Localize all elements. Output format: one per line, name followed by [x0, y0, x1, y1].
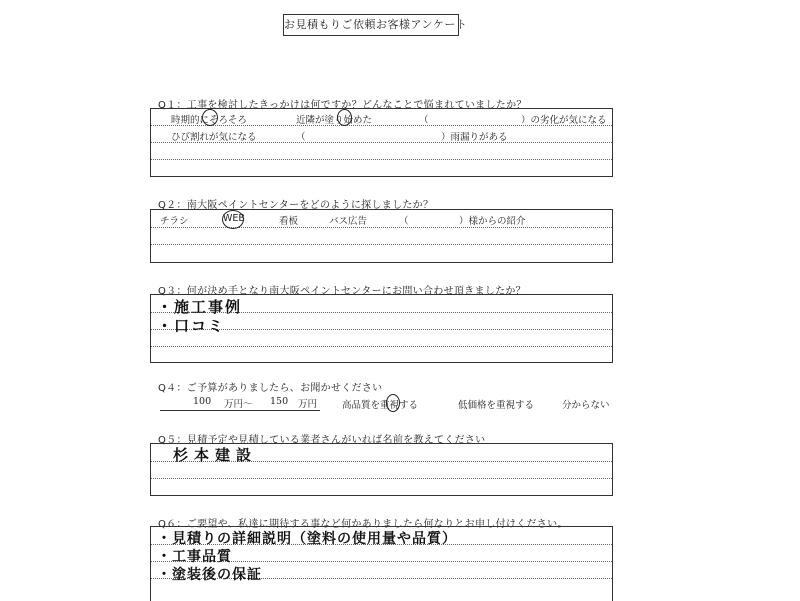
q4-unit: 万円～ [224, 399, 253, 410]
q5-answer: 杉本建設 [173, 446, 258, 464]
q2-answer-box [150, 209, 613, 263]
q2-option-web: WEB [223, 213, 245, 224]
q4-option-price: 低価格を重視する [458, 400, 535, 411]
q4-option-unsure: 分からない [562, 400, 610, 411]
q4-circle-mark [386, 394, 400, 412]
q2-line [151, 227, 612, 228]
q6-answer: ・工事品質 [157, 549, 232, 565]
q1-circle-mark [202, 109, 218, 126]
q4-budget-underline [160, 410, 320, 411]
q1-option-cracks: ひび割れが気になる [171, 132, 257, 143]
q3-answer: ・施工事例 [157, 298, 243, 316]
q1-answer-box [150, 108, 613, 177]
q6-answer-box [150, 526, 613, 601]
q1-option-deterioration: ）の劣化が気になる [521, 115, 607, 126]
q2-circle-mark [222, 210, 244, 229]
q3-answer: ・口コミ [157, 317, 226, 335]
q2-option-referral: ）様からの紹介 [459, 216, 526, 227]
page-title: お見積もりご依頼お客様アンケート [283, 14, 459, 36]
q4-option-quality: 高品質を重視する [342, 400, 419, 411]
q2-question: Q２：南大阪ペイントセンターをどのように探しましたか？ [158, 200, 434, 211]
q5-answer-box [150, 443, 613, 496]
q2-line [151, 244, 612, 245]
q2-option-paren-open: （ [399, 216, 409, 227]
q2-option-flyer: チラシ [160, 216, 189, 227]
q3-question: Q３：何が決め手となり南大阪ペイントセンターにお問い合わせ頂きましたか？ [158, 286, 526, 297]
q1-option-neighbors: 近隣が塗り始めた [296, 115, 373, 126]
q1-option-leak: ）雨漏りがある [441, 132, 508, 143]
q4-question: Q４：ご予算がありましたら、お聞かせください [158, 383, 383, 394]
q1-circle-mark [337, 109, 352, 126]
q3-line [151, 346, 612, 347]
q3-answer-box [150, 294, 613, 363]
q4-unit: 万円 [298, 399, 318, 410]
q6-answer: ・塗装後の保証 [157, 567, 262, 583]
q5-question: Q５：見積予定や見積している業者さんがいれば名前を教えてください [158, 435, 486, 446]
q1-line [151, 159, 612, 160]
q6-question: Q６：ご要望や、私達に期待する事など何かありましたら何なりとお申し付けください。 [158, 519, 568, 530]
q4-budget-min: 100 [193, 396, 212, 407]
q1-option-paren-open: （ [419, 115, 429, 126]
q1-option-paren-open-2: （ [296, 132, 306, 143]
q1-question: Q１：工事を検討したきっかけは何ですか？どんなことで悩まれていましたか？ [158, 100, 527, 111]
q6-answer: ・見積りの詳細説明（塗料の使用量や品質） [157, 531, 457, 547]
q2-option-signboard: 看板 [279, 216, 299, 227]
q2-option-bus-ad: バス広告 [329, 216, 368, 227]
q1-option-timing: 時期的にそろそろ [171, 115, 248, 126]
q4-budget-max: 150 [270, 396, 289, 407]
q5-line [151, 478, 612, 479]
